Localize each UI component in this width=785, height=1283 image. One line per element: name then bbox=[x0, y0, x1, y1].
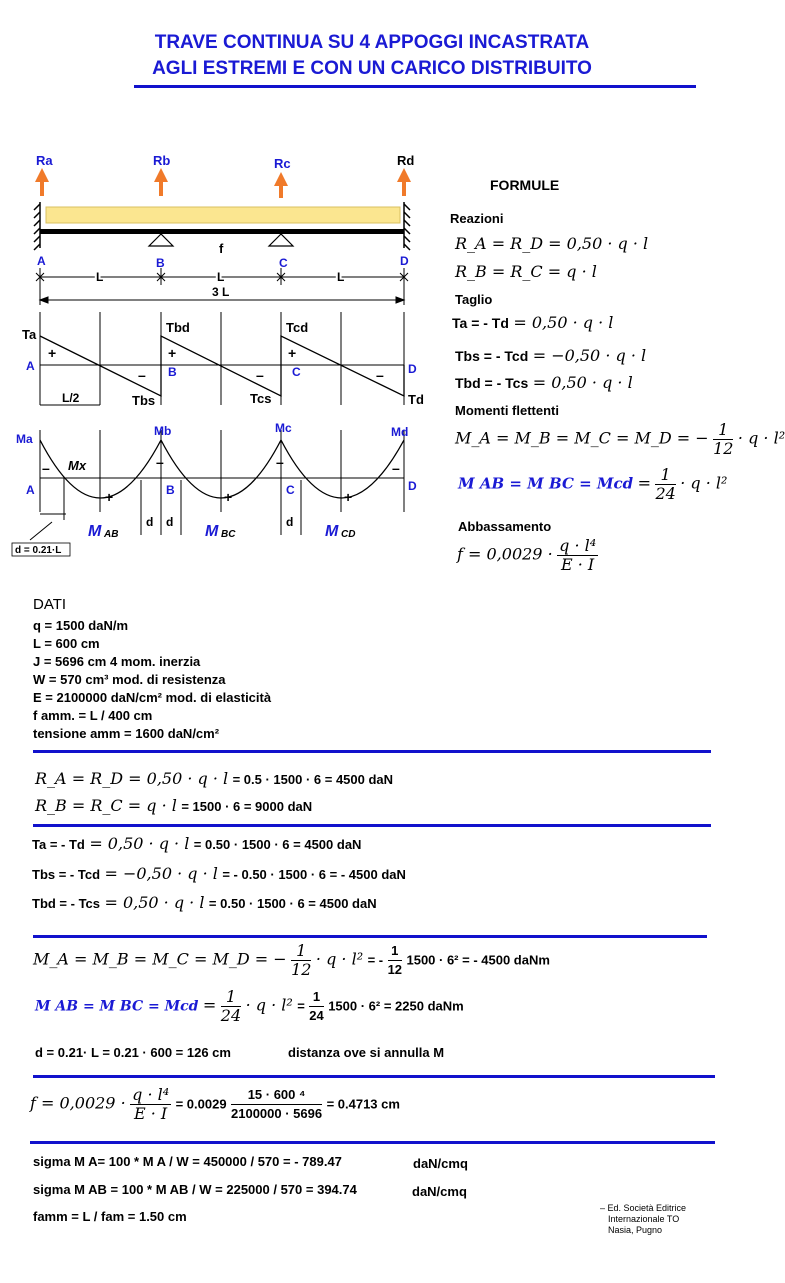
moment-label-md: Md bbox=[391, 425, 409, 439]
clamp-left bbox=[34, 202, 40, 250]
moment-sign-plus-1: + bbox=[105, 489, 114, 505]
formula-mab-tail: · q · l² bbox=[680, 473, 728, 493]
dist-label-d3: d bbox=[286, 515, 294, 529]
taglio-heading: Taglio bbox=[455, 292, 493, 307]
deflection-label: f bbox=[219, 241, 224, 256]
calc-mab-den2: 24 bbox=[309, 1008, 324, 1023]
calc-ra-formula: R_A = R_D = 0,50 · q · l bbox=[35, 769, 229, 788]
formula-tbs-left: Tbs = - Tcd bbox=[455, 348, 529, 364]
abbassamento-heading: Abbassamento bbox=[458, 519, 552, 534]
dati-heading: DATI bbox=[33, 596, 67, 613]
formula-tbs-right: = −0,50 · q · l bbox=[532, 346, 647, 365]
reaction-label-rc: Rc bbox=[274, 156, 291, 171]
dist-label-d1: d bbox=[146, 515, 154, 529]
calc-famm: famm = L / fam = 1.50 cm bbox=[33, 1209, 187, 1224]
calc-sigma-ab: sigma M AB = 100 * M AB / W = 225000 / 570 = 394.74 bbox=[33, 1182, 357, 1197]
calc-rb-formula: R_B = R_C = q · l bbox=[35, 796, 177, 815]
moment-label-mcd-sub: CD bbox=[341, 529, 356, 540]
calc-f-value: = 0.4713 cm bbox=[326, 1096, 400, 1112]
moment-label-mx: Mx bbox=[68, 458, 87, 473]
formula-ta-right: = 0,50 · q · l bbox=[513, 313, 614, 332]
formula-f-num: q · l⁴ bbox=[559, 536, 597, 555]
half-span-label: L/2 bbox=[62, 391, 80, 405]
moment-support-a: A bbox=[26, 483, 35, 497]
calc-ma-value: 1500 · 6² = - 4500 daNm bbox=[406, 952, 550, 968]
dati-line: W = 570 cm³ mod. di resistenza bbox=[33, 672, 226, 687]
formula-mab-num: 1 bbox=[655, 466, 675, 485]
credit-line: – Ed. Società Editrice bbox=[600, 1203, 687, 1213]
dati-line: f amm. = L / 400 cm bbox=[33, 708, 153, 723]
clamp-right bbox=[404, 202, 410, 250]
calc-ma-num: 1 bbox=[291, 942, 311, 961]
formula-ma-tail: · q · l² bbox=[737, 428, 785, 448]
moment-label-mcd: M bbox=[325, 523, 339, 540]
divider-3 bbox=[33, 935, 707, 938]
calc-f-num: q · l⁴ bbox=[132, 1085, 170, 1104]
dati-line: q = 1500 daN/m bbox=[33, 618, 129, 633]
moment-label-mc: Mc bbox=[275, 421, 292, 435]
calc-f-eq: = 0.0029 bbox=[175, 1096, 227, 1112]
calc-ma-den: 12 bbox=[291, 960, 312, 979]
support-b bbox=[149, 234, 173, 246]
reazioni-heading: Reazioni bbox=[450, 211, 504, 226]
title-underline bbox=[134, 85, 696, 88]
divider-1 bbox=[33, 750, 711, 753]
span-label-3: L bbox=[337, 270, 345, 284]
calc-tbd-left: Tbd = - Tcs bbox=[32, 896, 101, 911]
moment-label-ma: Ma bbox=[16, 432, 33, 446]
dati-line: J = 5696 cm 4 mom. inerzia bbox=[33, 654, 201, 669]
shear-sign-minus-2: – bbox=[256, 367, 264, 383]
moment-label-mab-sub: AB bbox=[104, 529, 119, 540]
support-label-c: C bbox=[279, 256, 288, 270]
support-label-b: B bbox=[156, 256, 165, 270]
calc-ta-left: Ta = - Td bbox=[32, 837, 85, 852]
formula-ra: R_A = R_D = 0,50 · q · l bbox=[455, 234, 649, 253]
moment-sign-plus-3: + bbox=[344, 489, 353, 505]
moment-label-mbc: M bbox=[205, 523, 219, 540]
calc-sigma-a-unit: daN/cmq bbox=[413, 1156, 468, 1171]
calc-mab-value: 1500 · 6² = 2250 daNm bbox=[328, 998, 464, 1014]
shear-sign-plus-1: + bbox=[48, 345, 57, 361]
shear-label-tbs: Tbs bbox=[132, 393, 156, 408]
calc-ma-tail: · q · l² bbox=[315, 949, 364, 969]
calc-ta-formula: = 0,50 · q · l bbox=[89, 834, 190, 853]
reaction-label-rd: Rd bbox=[397, 153, 415, 168]
calc-tbd-value: = 0.50 · 1500 · 6 = 4500 daN bbox=[208, 896, 377, 911]
calc-mab-num: 1 bbox=[221, 988, 241, 1007]
momenti-heading: Momenti flettenti bbox=[455, 403, 559, 418]
shear-label-tbd: Tbd bbox=[166, 320, 190, 335]
calc-f-num2: 15 · 600 ⁴ bbox=[231, 1086, 322, 1105]
formula-mab-left: M AB = M BC = Mcd bbox=[458, 474, 634, 493]
calc-mab-num2: 1 bbox=[309, 988, 323, 1007]
moment-label-mb: Mb bbox=[154, 424, 172, 438]
calc-ma-formula: M_A = M_B = M_C = M_D = − bbox=[33, 949, 287, 969]
credit-line: Internazionale TO bbox=[608, 1214, 680, 1224]
shear-support-b: B bbox=[168, 365, 177, 379]
calc-rb-value: = 1500 · 6 = 9000 daN bbox=[181, 799, 313, 814]
beam bbox=[40, 229, 404, 234]
calc-f-den2: 2100000 · 5696 bbox=[231, 1106, 323, 1121]
calc-f-den: E · I bbox=[133, 1104, 168, 1123]
moment-sign-minus-1: – bbox=[42, 460, 50, 476]
divider-5 bbox=[30, 1141, 715, 1144]
divider-2 bbox=[33, 824, 711, 827]
moment-support-b: B bbox=[166, 483, 175, 497]
calc-f-formula: f = 0,0029 · bbox=[30, 1093, 126, 1113]
shear-label-ta: Ta bbox=[22, 327, 37, 342]
span-label-1: L bbox=[96, 270, 104, 284]
page-title-line1: TRAVE CONTINUA SU 4 APPOGGI INCASTRATA bbox=[154, 32, 590, 53]
shear-sign-minus-1: – bbox=[138, 367, 146, 383]
shear-label-tcs: Tcs bbox=[250, 391, 272, 406]
formula-ma-left: M_A = M_B = M_C = M_D = − bbox=[455, 428, 709, 448]
moment-sign-minus-4: – bbox=[392, 460, 400, 476]
calc-d-note: distanza ove si annulla M bbox=[288, 1045, 445, 1060]
shear-diagram bbox=[40, 312, 404, 405]
moment-sign-plus-2: + bbox=[224, 489, 233, 505]
shear-support-d: D bbox=[408, 362, 417, 376]
reaction-arrows bbox=[35, 168, 411, 198]
moment-support-c: C bbox=[286, 483, 295, 497]
calc-ra-value: = 0.5 · 1500 · 6 = 4500 daN bbox=[232, 772, 394, 787]
reaction-label-rb: Rb bbox=[153, 153, 171, 168]
dati-list bbox=[33, 617, 271, 743]
shear-sign-minus-3: – bbox=[376, 367, 384, 383]
shear-label-tcd: Tcd bbox=[286, 320, 309, 335]
calc-sigma-a: sigma M A= 100 * M A / W = 450000 / 570 = - 789.47 bbox=[33, 1154, 342, 1169]
support-label-a: A bbox=[37, 254, 46, 268]
calc-tbd-formula: = 0,50 · q · l bbox=[104, 893, 205, 912]
calc-mab-formula: M AB = M BC = Mcd bbox=[35, 998, 199, 1015]
shear-sign-plus-2: + bbox=[168, 345, 177, 361]
formula-ta-left: Ta = - Td bbox=[452, 315, 509, 331]
total-span-label: 3 L bbox=[212, 285, 230, 299]
moment-label-mab: M bbox=[88, 523, 102, 540]
dati-line: E = 2100000 daN/cm² mod. di elasticità bbox=[33, 690, 272, 705]
formula-mab-den: 24 bbox=[655, 484, 676, 503]
calc-tbs-left: Tbs = - Tcd bbox=[32, 867, 101, 882]
shear-support-c: C bbox=[292, 365, 301, 379]
formula-tbd-right: = 0,50 · q · l bbox=[532, 373, 633, 392]
moment-sign-minus-3: – bbox=[276, 454, 284, 470]
divider-4 bbox=[33, 1075, 715, 1078]
moment-support-d: D bbox=[408, 479, 417, 493]
dati-line: L = 600 cm bbox=[33, 636, 100, 651]
formule-heading: FORMULE bbox=[490, 177, 560, 193]
distributed-load bbox=[46, 207, 400, 223]
calc-mab-tail: · q · l² bbox=[245, 995, 293, 1015]
formula-f-den: E · I bbox=[560, 555, 595, 574]
beam-diagram bbox=[0, 140, 440, 560]
shear-label-td: Td bbox=[408, 392, 424, 407]
calc-ma-eq: = - bbox=[367, 952, 384, 968]
dati-line: tensione amm = 1600 daN/cm² bbox=[33, 726, 220, 741]
moment-sign-minus-2: – bbox=[156, 454, 164, 470]
calc-tbs-value: = - 0.50 · 1500 · 6 = - 4500 daN bbox=[222, 867, 406, 882]
shear-sign-plus-3: + bbox=[288, 345, 297, 361]
page-title-line2: AGLI ESTREMI E CON UN CARICO DISTRIBUITO bbox=[152, 58, 592, 79]
calc-sigma-ab-unit: daN/cmq bbox=[412, 1184, 467, 1199]
moment-label-mbc-sub: BC bbox=[221, 529, 236, 540]
calc-ta-value: = 0.50 · 1500 · 6 = 4500 daN bbox=[193, 837, 362, 852]
calc-mab-den: 24 bbox=[220, 1006, 242, 1025]
calc-d-line: d = 0.21· L = 0.21 · 600 = 126 cm bbox=[35, 1045, 231, 1060]
calc-mab-eq: = bbox=[297, 998, 305, 1014]
reaction-label-ra: Ra bbox=[36, 153, 53, 168]
formula-f-left: f = 0,0029 · bbox=[457, 544, 553, 564]
formula-rb: R_B = R_C = q · l bbox=[455, 262, 597, 281]
dist-label-d2: d bbox=[166, 515, 174, 529]
formula-ma-den: 12 bbox=[713, 439, 734, 458]
formula-ma-num: 1 bbox=[713, 421, 733, 440]
support-c bbox=[269, 234, 293, 246]
credit-line: Nasia, Pugno bbox=[608, 1225, 663, 1235]
d-formula-label: d = 0.21·L bbox=[15, 545, 62, 556]
formula-tbd-left: Tbd = - Tcs bbox=[455, 375, 529, 391]
shear-support-a: A bbox=[26, 359, 35, 373]
calc-tbs-formula: = −0,50 · q · l bbox=[104, 864, 218, 883]
calc-ma-den2: 12 bbox=[387, 962, 403, 977]
calc-ma-num2: 1 bbox=[388, 942, 402, 961]
publisher-credit bbox=[600, 1203, 686, 1236]
support-label-d: D bbox=[400, 254, 409, 268]
span-label-2: L bbox=[217, 270, 225, 284]
